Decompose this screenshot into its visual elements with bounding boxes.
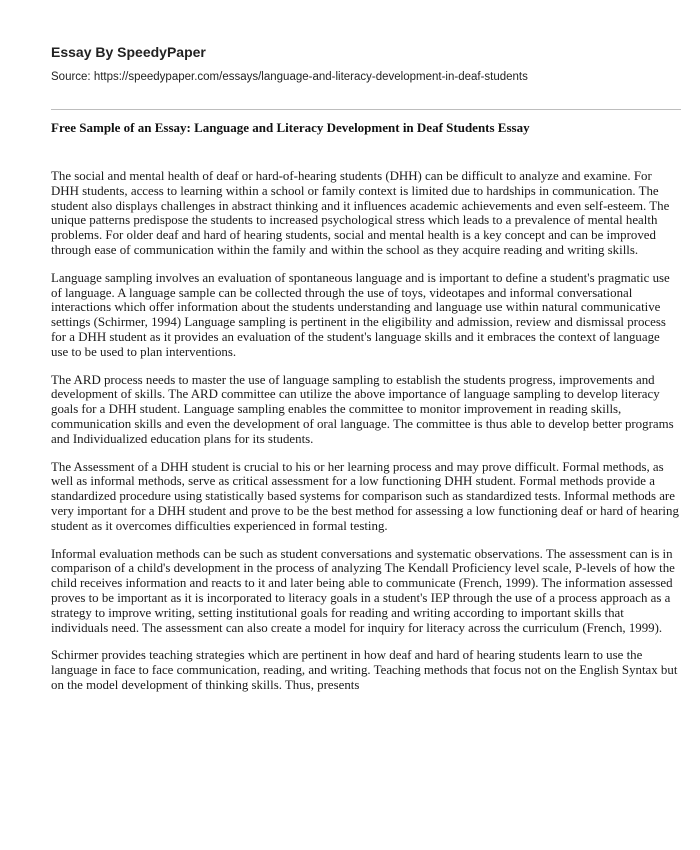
header-divider (51, 109, 681, 110)
site-title: Essay By SpeedyPaper (51, 44, 206, 60)
essay-title: Free Sample of an Essay: Language and Literacy Development in Deaf Students Essay (51, 120, 530, 135)
essay-paragraph: The ARD process needs to master the use of language sampling to establish the students progress, improvements and development of skills. The ARD committee can utilize the above importance of language sampling to develop literacy goals for a DHH student. Language sampling enables the committee to monitor improvement in reading skills, communication skills and even the development of oral language. The committee is thus able to develop better programs and Individualized education plans for its students. (51, 372, 674, 446)
essay-paragraph: Language sampling involves an evaluation of spontaneous language and is important to define a student's pragmatic use of language. A language sample can be collected through the use of toys, videotapes and informal conversational interactions which offer information about the students understanding and language use within natural communicative settings (Schirmer, 1994) Language sampling is pertinent in the eligibility and admission, review and dismissal process for a DHH student as it provides an evaluation of the student's language skills and it embraces the context of language use to be used to plan interventions. (51, 270, 670, 359)
essay-paragraph: The social and mental health of deaf or hard-of-hearing students (DHH) can be difficult to analyze and examine. For DHH students, access to learning within a school or family context is limited due to hardships in communication. The student also displays challenges in abstract thinking and it influences academic achievements and even self-esteem. The unique patterns predispose the students to increased psychological stress which leads to a prevalence of mental health problems. For older deaf and hard of hearing students, social and mental health is a key concept and can be improved through ease of communication within the family and within the school as they acquire reading and writing skills. (51, 169, 670, 257)
essay-paragraph: The Assessment of a DHH student is crucial to his or her learning process and may prove difficult. Formal methods, as well as informal methods, serve as critical assessment for a low functioning DHH student. Formal methods provide a standardized procedure using statistically based systems for comparison such as standardized tests. Informal methods are very important for a DHH student and prove to be the best method for assessing a low functioning deaf or hard of hearing student as it overcomes difficulties experienced in formal testing. (51, 459, 679, 533)
essay-paragraph: Informal evaluation methods can be such as student conversations and systematic observations. The assessment can is in comparison of a child's development in the process of analyzing The Kendall Proficiency level scale, P-levels of how the child receives information and reacts to it and later being able to communicate (French, 1999). The information assessed proves to be important as it is incorporated to literacy goals in a student's IEP through the use of a process approach as a strategy to improve writing, setting institutional goals for reading and writing according to important skills that individuals need. The assessment can also create a model for inquiry for literacy across the curriculum (French, 1999). (51, 546, 675, 635)
essay-paragraph: Schirmer provides teaching strategies which are pertinent in how deaf and hard of hearing students learn to use the language in face to face communication, reading, and writing. Teaching methods that focus not on the English Syntax but on the model development of thinking skills. Thus, presents (51, 648, 678, 692)
source-line (51, 71, 528, 83)
essay-body (51, 169, 679, 706)
source-url: https://speedypaper.com/essays/language-and-literacy-development-in-deaf-students (93, 71, 528, 83)
source-label: Source: (51, 71, 94, 83)
